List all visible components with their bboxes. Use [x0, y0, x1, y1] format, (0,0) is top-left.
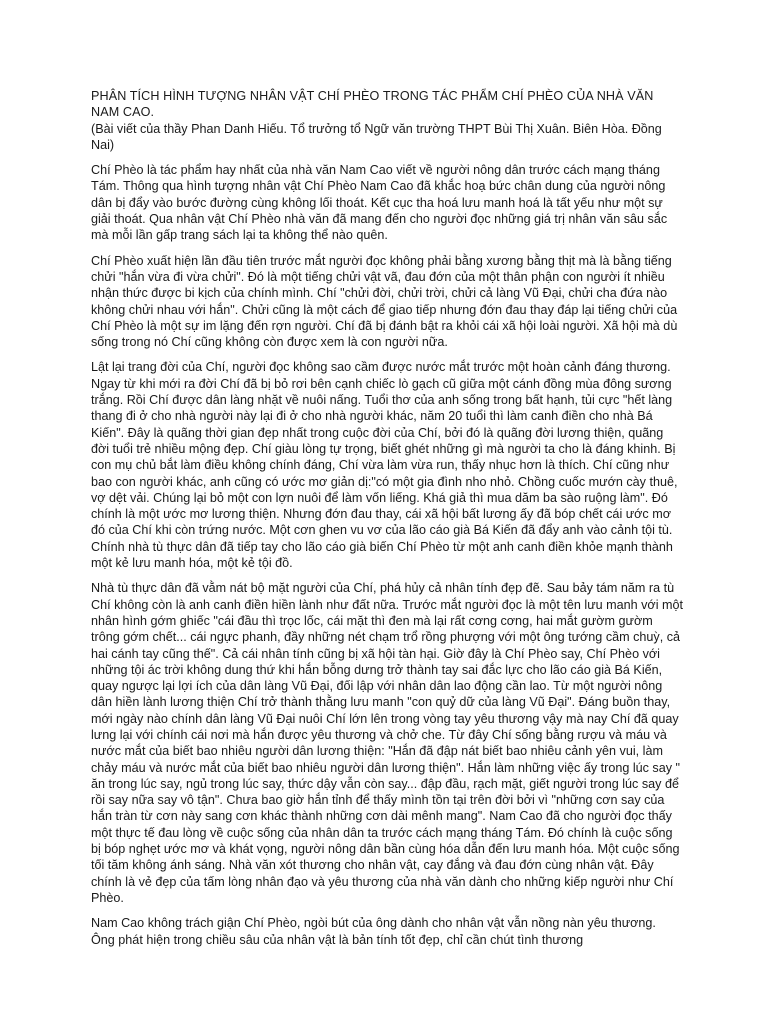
paragraph-5: Nam Cao không trách giận Chí Phèo, ngòi bút của ông dành cho nhân vật vẫn nồng nàn yêu thương. Ông phát hiện trong chiều sâu của nhân vật là bản tính tốt đẹp, chỉ cần chút tình thương	[91, 916, 656, 947]
document-title	[91, 88, 683, 121]
paragraph-2: Chí Phèo xuất hiện lần đầu tiên trước mắt người đọc không phải bằng xương bằng thịt mà là bằng tiếng chửi "hắn vừa đi vừa chửi". Đó là một tiếng chửi vật vã, đau đớn của một thân phận con người ít nhiều nhận thức được bi kịch của chính mình. Chí "chửi đời, chửi trời, chửi cả làng Vũ Đại, chửi cha đứa nào không chửi nhau với hắn". Chửi cũng là một cách để giao tiếp nhưng đớn đau thay đáp lại tiếng chửi của Chí Phèo là một sự im lặng đến rợn người. Chí đã bị đánh bật ra khỏi cái xã hội loài người. Xã hội mà dù sống trong nó Chí cũng không còn được xem là con người nữa.	[91, 253, 678, 350]
paragraph-1: Chí Phèo là tác phẩm hay nhất của nhà văn Nam Cao viết về người nông dân trước cách mạng tháng Tám. Thông qua hình tượng nhân vật Chí Phèo Nam Cao đã khắc hoạ bức chân dung của người nông dân bị đẩy vào bước đường cùng không lối thoát. Kết cục tha hoá lưu manh hoá là tất yếu như một sự giải thoát. Qua nhân vật Chí Phèo nhà văn đã mang đến cho người đọc những giá trị nhân văn sâu sắc mà mỗi lần gấp trang sách lại ta không thể nào quên.	[91, 163, 668, 243]
paragraph-4: Nhà tù thực dân đã vằm nát bộ mặt người của Chí, phá hủy cả nhân tính đẹp đẽ. Sau bảy tám năm ra tù Chí không còn là anh canh điền hiền lành như đất nữa. Trước mắt người đọc là một tên lưu manh với một nhân hình gớm ghiếc "cái đầu thì trọc lốc, cái mặt thì đen mà lại rất cơng cơng, hai mắt gườm gườm trông gớm chết... cái ngực phanh, đầy những nét chạm trổ rồng phượng với một ông tướng cầm chuỳ, cả hai cánh tay cũng thế". Cả cái nhân tính cũng bị xã hội tàn hại. Giờ đây là Chí Phèo say, Chí Phèo với những tội ác trời không dung thứ khi hắn bỗng dưng trở thành tay sai đắc lực cho lão cáo già Bá Kiến, quay ngược lại lợi ích của dân làng Vũ Đại, đối lập với nhân dân lao động cần lao. Từ một người nông dân hiền lành lương thiện Chí trở thành thằng lưu manh "con quỷ dữ của làng Vũ Đại". Đáng buồn thay, mới ngày nào chính dân làng Vũ Đại nuôi Chí lớn lên trong vòng tay yêu thương vậy mà nay Chí đã quay lưng lại với chính cái nơi mà hắn được yêu thương và chở che. Từ đây Chí sống bằng rượu và máu và nước mắt của biết bao nhiêu người dân lương thiện: "Hắn đã đập nát biết bao nhiêu cảnh yên vui, làm chảy máu và nước mắt của biết bao nhiêu người dân lương thiện". Hắn làm những việc ấy trong lúc say " ăn trong lúc say, ngủ trong lúc say, thức dậy vẫn còn say... đập đầu, rạch mặt, giết người trong lúc say để rồi say nữa say vô tận". Chưa bao giờ hắn tỉnh để thấy mình tồn tại trên đời bởi vì "những cơn say của hắn tràn từ cơn này sang cơn khác thành những cơn dài mênh mang". Nam Cao đã cho người đọc thấy một thực tế đau lòng về cuộc sống của nhân dân ta trước cách mạng tháng Tám. Đó chính là cuộc sống bị bóp nghẹt ước mơ và khát vọng, người nông dân bần cùng hóa dẫn đến lưu manh hóa. Một cuộc sống tối tăm không ánh sáng. Nhà văn xót thương cho nhân vật, cay đắng và đau đớn cùng nhân vật. Đây chính là vẻ đẹp của tấm lòng nhân đạo và yêu thương của nhà văn dành cho những kiếp người như Chí Phèo.	[91, 581, 683, 905]
document-title-line-1: PHÂN TÍCH HÌNH TƯỢNG NHÂN VẬT CHÍ PHÈO TRONG TÁC PHẨM CHÍ PHÈO CỦA NHÀ VĂN	[91, 89, 654, 103]
paragraph-3: Lật lại trang đời của Chí, người đọc không sao cầm được nước mắt trước một hoàn cảnh đáng thương. Ngay từ khi mới ra đời Chí đã bị bỏ rơi bên cạnh chiếc lò gạch cũ giữa một cánh đồng mùa đông sương trắng. Rồi Chí được dân làng nhặt về nuôi nấng. Tuổi thơ của anh sống trong bất hạnh, tủi cực "hết làng thang đi ở cho nhà người này lại đi ở cho nhà người khác, năm 20 tuổi thì làm canh điền cho nhà Bá Kiến". Đây là quãng thời gian đẹp nhất trong cuộc đời của Chí, bởi đó là quãng đời lương thiện, quãng đời tuổi trẻ nhiều mộng đẹp. Chí giàu lòng tự trọng, biết ghét những gì mà người ta cho là đáng khinh. Bị con mụ chủ bắt làm điều không chính đáng, Chí vừa làm vừa run, thấy nhục hơn là thích. Chí cũng như bao con người khác, anh cũng có ước mơ giản dị:"có một gia đình nho nhỏ. Chồng cuốc mướn cày thuê, vợ dệt vải. Chúng lại bỏ một con lợn nuôi để làm vốn liếng. Khá giả thì mua dăm ba sào ruộng làm". Đó chính là một ước mơ lương thiện. Nhưng đớn đau thay, cái xã hội bất lương ấy đã bóp chết cái ước mơ đó của Chí khi còn trứng nước. Một cơn ghen vu vơ của lão cáo già Bá Kiến đã đẩy anh vào cảnh tội tù. Chính nhà tù thực dân đã tiếp tay cho lão cáo già biến Chí Phèo từ một anh canh điền khỏe mạnh thành một kẻ lưu manh hóa, một kẻ tội đồ.	[91, 360, 678, 571]
document-title-line-2: NAM CAO.	[91, 105, 155, 120]
document-page	[91, 88, 683, 957]
author-byline: (Bài viết của thầy Phan Danh Hiếu. Tổ trưởng tổ Ngữ văn trường THPT Bùi Thị Xuân. Biên Hòa. Đồng Nai)	[91, 121, 662, 152]
